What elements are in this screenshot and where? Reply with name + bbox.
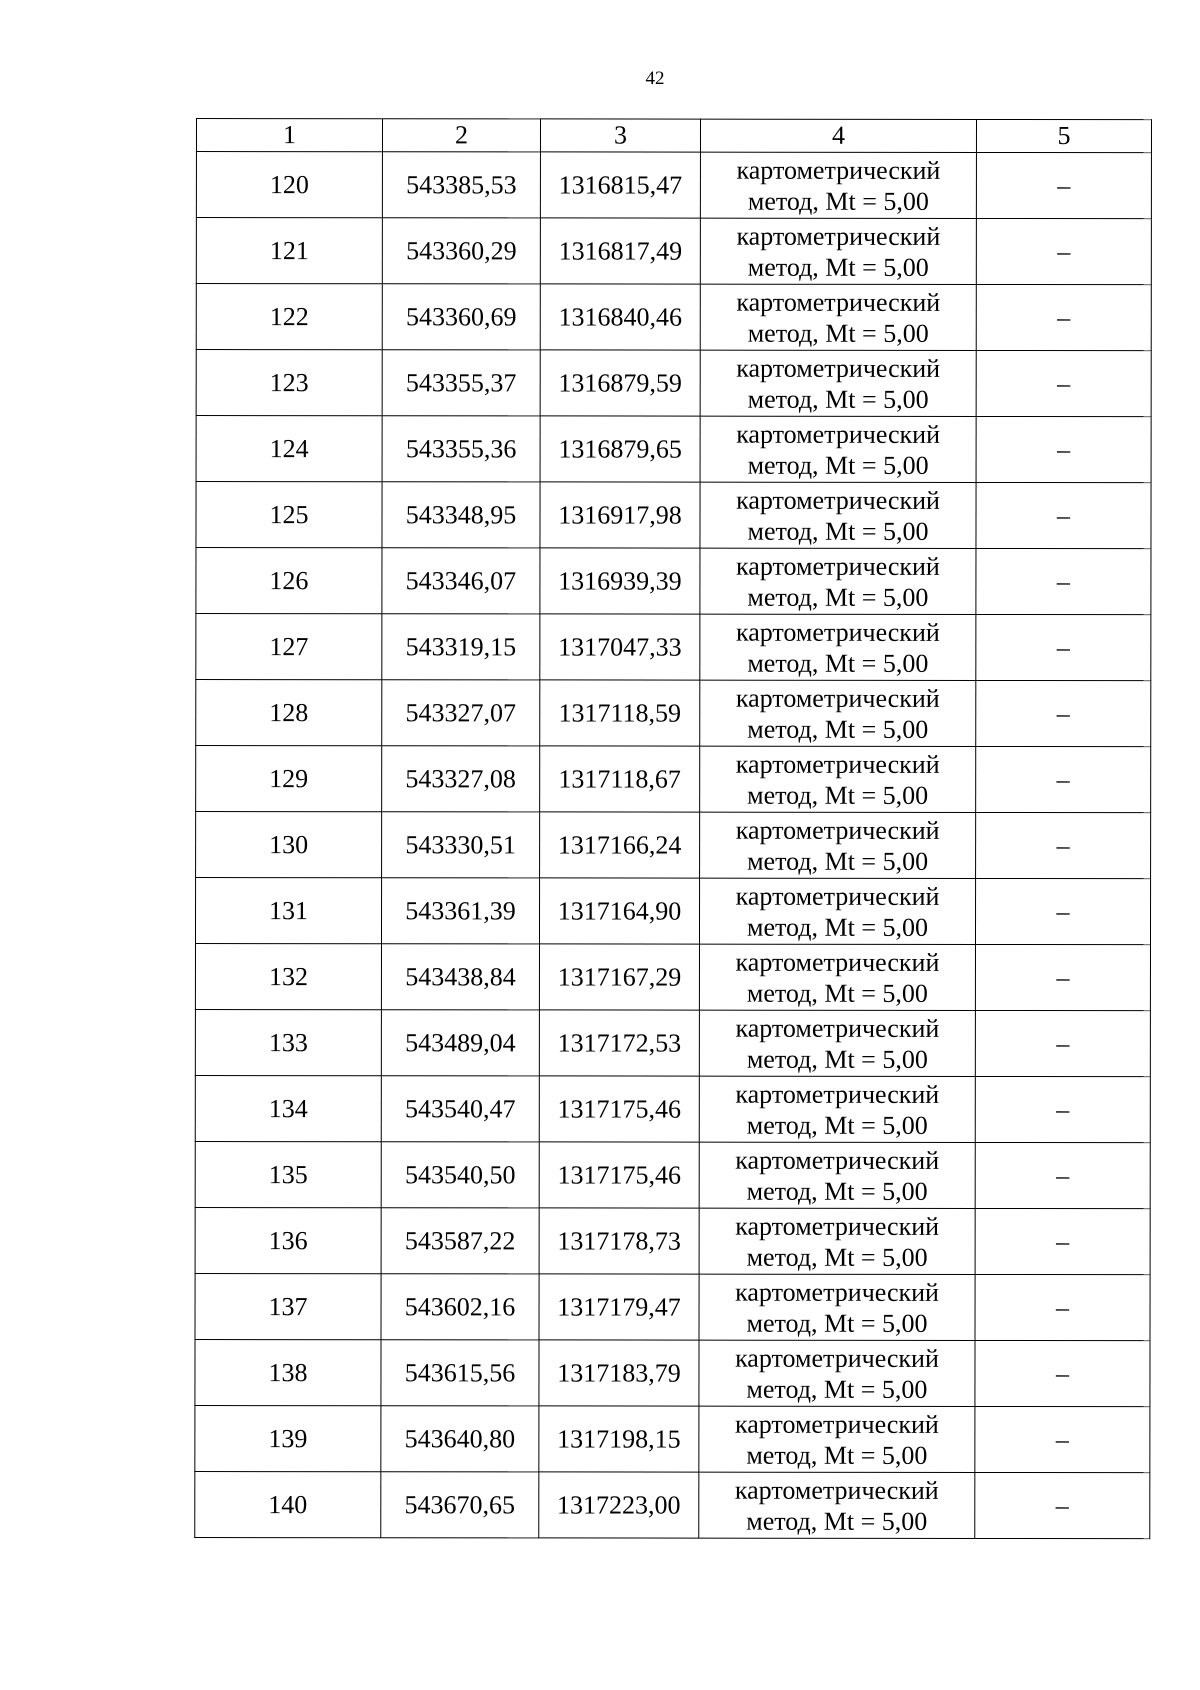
table-row: [196, 680, 1151, 747]
x-coordinate-cell: 543587,22: [381, 1208, 539, 1274]
method-line-1: картометрический: [735, 1013, 940, 1043]
method-line-1: картометрический: [734, 1475, 939, 1505]
point-number-cell: 131: [195, 878, 381, 944]
description-cell: –: [976, 218, 1151, 284]
point-number-cell: 129: [196, 746, 382, 812]
method-line-2: метод, Mt = 5,00: [746, 1176, 928, 1206]
x-coordinate-cell: 543348,95: [382, 482, 540, 548]
y-coordinate-cell: 1317223,00: [539, 1472, 699, 1538]
description-cell: –: [976, 152, 1151, 218]
table-row: [196, 350, 1151, 417]
description-cell: –: [975, 1472, 1150, 1538]
y-coordinate-cell: 1317164,90: [539, 878, 699, 944]
point-number-cell: 138: [195, 1339, 381, 1405]
description-cell: –: [976, 482, 1151, 548]
method-line-2: метод, Mt = 5,00: [747, 648, 929, 678]
method-cell: [700, 812, 976, 878]
method-line-1: картометрический: [735, 1079, 940, 1109]
method-cell: [700, 218, 976, 284]
y-coordinate-cell: 1317172,53: [539, 1010, 699, 1076]
table-row: [195, 1471, 1150, 1538]
method-line-2: метод, Mt = 5,00: [747, 846, 929, 876]
column-header-method: 4: [700, 119, 976, 152]
description-cell: –: [975, 1406, 1150, 1472]
y-coordinate-cell: 1317175,46: [539, 1142, 699, 1208]
point-number-cell: 120: [196, 152, 382, 218]
method-line-2: метод, Mt = 5,00: [747, 714, 929, 744]
method-line-2: метод, Mt = 5,00: [746, 1044, 928, 1074]
y-coordinate-cell: 1317166,24: [540, 812, 700, 878]
table-row: [195, 1075, 1150, 1142]
x-coordinate-cell: 543355,36: [382, 416, 540, 482]
y-coordinate-cell: 1317175,46: [539, 1076, 699, 1142]
point-number-cell: 124: [196, 416, 382, 482]
column-header-y: 3: [540, 119, 700, 152]
method-line-2: метод, Mt = 5,00: [747, 186, 929, 216]
description-cell: –: [975, 1340, 1150, 1406]
point-number-cell: 139: [195, 1405, 381, 1471]
y-coordinate-cell: 1317047,33: [540, 614, 700, 680]
description-cell: –: [976, 350, 1151, 416]
coordinates-table: [194, 118, 1152, 1539]
x-coordinate-cell: 543330,51: [382, 812, 540, 878]
table-row: [196, 614, 1151, 681]
point-number-cell: 137: [195, 1273, 381, 1339]
y-coordinate-cell: 1317118,59: [540, 680, 700, 746]
x-coordinate-cell: 543540,47: [381, 1076, 539, 1142]
method-cell: [699, 944, 975, 1010]
method-line-1: картометрический: [735, 815, 940, 845]
point-number-cell: 125: [196, 482, 382, 548]
point-number-cell: 128: [196, 680, 382, 746]
method-cell: [700, 614, 976, 680]
method-line-1: картометрический: [735, 947, 940, 977]
y-coordinate-cell: 1316815,47: [540, 152, 700, 218]
table-row: [196, 812, 1151, 879]
y-coordinate-cell: 1316879,59: [540, 350, 700, 416]
method-line-2: метод, Mt = 5,00: [747, 318, 929, 348]
method-cell: [699, 1076, 975, 1142]
method-cell: [699, 1472, 975, 1538]
x-coordinate-cell: 543327,08: [382, 746, 540, 812]
method-cell: [699, 1010, 975, 1076]
x-coordinate-cell: 543319,15: [382, 614, 540, 680]
point-number-cell: 134: [195, 1075, 381, 1141]
table-body: [195, 152, 1152, 1539]
method-line-2: метод, Mt = 5,00: [747, 252, 929, 282]
description-cell: –: [976, 416, 1151, 482]
method-line-1: картометрический: [735, 749, 940, 779]
method-line-1: картометрический: [736, 551, 940, 581]
method-line-2: метод, Mt = 5,00: [747, 516, 929, 546]
column-header-description: 5: [976, 119, 1151, 152]
table-row: [195, 1207, 1150, 1274]
point-number-cell: 121: [196, 218, 382, 284]
table-row: [196, 284, 1151, 351]
point-number-cell: 132: [195, 944, 381, 1010]
y-coordinate-cell: 1317198,15: [539, 1406, 699, 1472]
x-coordinate-cell: 543385,53: [382, 152, 540, 218]
point-number-cell: 122: [196, 284, 382, 350]
table-header-row: [196, 119, 1151, 153]
table-row: [195, 1273, 1150, 1340]
x-coordinate-cell: 543346,07: [382, 548, 540, 614]
method-cell: [700, 350, 976, 416]
table-row: [196, 482, 1151, 549]
y-coordinate-cell: 1317178,73: [539, 1208, 699, 1274]
y-coordinate-cell: 1316917,98: [540, 482, 700, 548]
table-row: [195, 1405, 1150, 1472]
page-number: 42: [645, 68, 665, 89]
x-coordinate-cell: 543327,07: [382, 680, 540, 746]
method-cell: [699, 1208, 975, 1274]
x-coordinate-cell: 543361,39: [381, 878, 539, 944]
x-coordinate-cell: 543489,04: [381, 1010, 539, 1076]
method-line-1: картометрический: [736, 353, 941, 383]
description-cell: –: [976, 746, 1151, 812]
description-cell: –: [975, 878, 1150, 944]
method-line-1: картометрический: [736, 155, 941, 185]
y-coordinate-cell: 1317167,29: [539, 944, 699, 1010]
method-cell: [700, 680, 976, 746]
method-line-2: метод, Mt = 5,00: [746, 1242, 928, 1272]
x-coordinate-cell: 543360,69: [382, 284, 540, 350]
method-line-2: метод, Mt = 5,00: [747, 450, 929, 480]
method-line-1: картометрический: [734, 1409, 939, 1439]
table-row: [195, 1009, 1150, 1076]
method-cell: [700, 746, 976, 812]
x-coordinate-cell: 543360,29: [382, 218, 540, 284]
method-line-1: картометрический: [735, 683, 940, 713]
method-line-2: метод, Mt = 5,00: [746, 1440, 928, 1470]
method-cell: [700, 284, 976, 350]
method-line-2: метод, Mt = 5,00: [747, 384, 929, 414]
description-cell: –: [975, 1142, 1150, 1208]
table-row: [196, 218, 1151, 285]
column-header-x: 2: [382, 119, 540, 152]
description-cell: –: [975, 944, 1150, 1010]
method-line-2: метод, Mt = 5,00: [746, 1506, 928, 1536]
column-header-point-number: 1: [196, 119, 382, 152]
y-coordinate-cell: 1316840,46: [540, 284, 700, 350]
x-coordinate-cell: 543615,56: [381, 1340, 539, 1406]
method-line-1: картометрический: [735, 881, 940, 911]
y-coordinate-cell: 1316939,39: [540, 548, 700, 614]
method-cell: [699, 1142, 975, 1208]
table-row: [196, 416, 1151, 483]
method-line-2: метод, Mt = 5,00: [747, 780, 929, 810]
method-cell: [699, 1406, 975, 1472]
table-row: [195, 878, 1150, 945]
point-number-cell: 133: [195, 1009, 381, 1075]
method-cell: [700, 548, 976, 614]
table-row: [196, 152, 1151, 219]
point-number-cell: 135: [195, 1141, 381, 1207]
y-coordinate-cell: 1317179,47: [539, 1274, 699, 1340]
method-line-2: метод, Mt = 5,00: [746, 912, 929, 942]
y-coordinate-cell: 1316817,49: [540, 218, 700, 284]
table-row: [195, 1339, 1150, 1406]
point-number-cell: 123: [196, 350, 382, 416]
x-coordinate-cell: 543602,16: [381, 1274, 539, 1340]
description-cell: –: [975, 1274, 1150, 1340]
description-cell: –: [976, 680, 1151, 746]
method-cell: [700, 152, 976, 218]
point-number-cell: 126: [196, 548, 382, 614]
table-row: [196, 548, 1151, 615]
method-line-1: картометрический: [735, 1145, 940, 1175]
method-line-2: метод, Mt = 5,00: [746, 1374, 928, 1404]
method-line-1: картометрический: [735, 1343, 939, 1373]
method-cell: [699, 1340, 975, 1406]
method-line-2: метод, Mt = 5,00: [747, 582, 929, 612]
point-number-cell: 127: [196, 614, 382, 680]
point-number-cell: 136: [195, 1207, 381, 1273]
point-number-cell: 140: [195, 1471, 381, 1537]
x-coordinate-cell: 543438,84: [381, 944, 539, 1010]
method-line-1: картометрический: [736, 485, 940, 515]
table-row: [195, 1141, 1150, 1208]
x-coordinate-cell: 543670,65: [381, 1472, 539, 1538]
x-coordinate-cell: 543355,37: [382, 350, 540, 416]
method-line-1: картометрический: [736, 419, 941, 449]
x-coordinate-cell: 543640,80: [381, 1406, 539, 1472]
y-coordinate-cell: 1317118,67: [540, 746, 700, 812]
method-line-1: картометрический: [735, 617, 940, 647]
description-cell: –: [975, 1208, 1150, 1274]
method-line-1: картометрический: [735, 1277, 939, 1307]
point-number-cell: 130: [196, 812, 382, 878]
method-cell: [700, 416, 976, 482]
table-row: [196, 746, 1151, 813]
table-row: [195, 944, 1150, 1011]
method-cell: [700, 482, 976, 548]
method-line-1: картометрический: [735, 1211, 940, 1241]
description-cell: –: [976, 812, 1151, 878]
description-cell: –: [976, 614, 1151, 680]
y-coordinate-cell: 1317183,79: [539, 1340, 699, 1406]
method-cell: [699, 878, 975, 944]
method-line-2: метод, Mt = 5,00: [746, 1110, 928, 1140]
description-cell: –: [975, 1010, 1150, 1076]
description-cell: –: [976, 548, 1151, 614]
description-cell: –: [975, 1076, 1150, 1142]
method-cell: [699, 1274, 975, 1340]
x-coordinate-cell: 543540,50: [381, 1142, 539, 1208]
method-line-2: метод, Mt = 5,00: [746, 978, 928, 1008]
method-line-1: картометрический: [736, 221, 941, 251]
description-cell: –: [976, 284, 1151, 350]
method-line-2: метод, Mt = 5,00: [746, 1308, 928, 1338]
y-coordinate-cell: 1316879,65: [540, 416, 700, 482]
method-line-1: картометрический: [736, 287, 941, 317]
